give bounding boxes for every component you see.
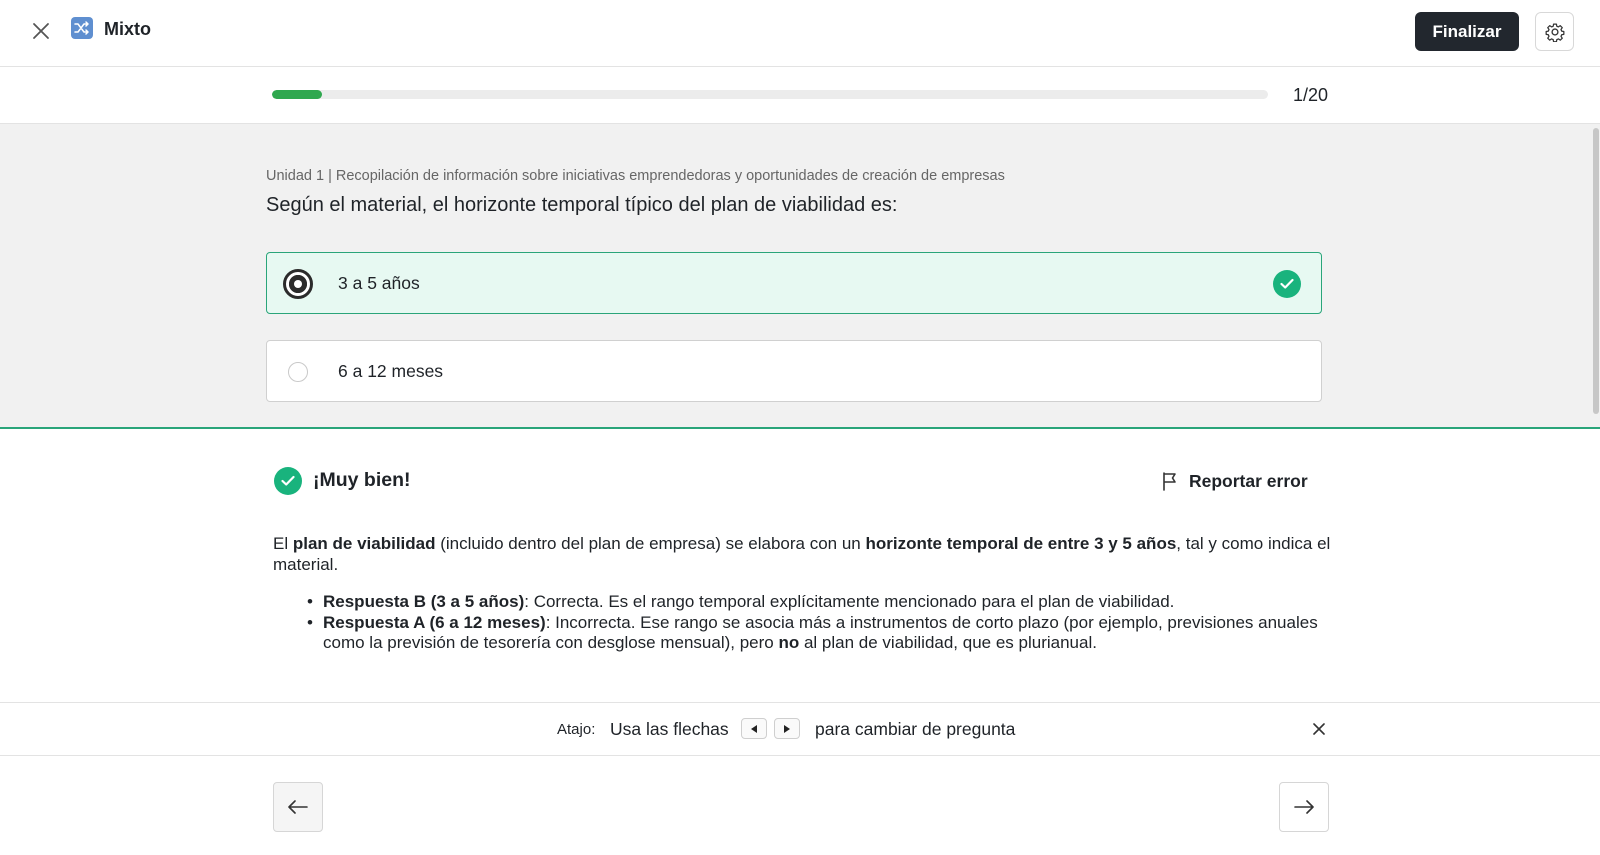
progress-counter: 1/20 (1293, 85, 1329, 105)
next-question-button[interactable] (1279, 782, 1329, 832)
option-label: 3 a 5 años (338, 272, 420, 293)
report-error-label: Reportar error (1189, 470, 1308, 491)
gear-icon (1545, 22, 1565, 42)
page-title: Mixto (104, 19, 151, 39)
list-item: • Respuesta A (6 a 12 meses): Incorrecta. Ese rango se asocia más a instrumentos de corto plazo (por ejemplo, previsiones anuales como la previsión de tesorería con desglose mensual), pero no al plan de viabilidad, que es plurianual. (323, 613, 1333, 654)
flag-icon (1161, 471, 1179, 491)
arrow-right-icon (1294, 800, 1314, 814)
feedback-panel (0, 431, 1600, 703)
explanation-paragraph: El plan de viabilidad (incluido dentro del plan de empresa) se elabora con un horizonte temporal de entre 3 y 5 años, tal y como indica el material. (273, 534, 1331, 574)
close-icon[interactable] (29, 19, 53, 43)
shortcut-hint-bar (0, 703, 1600, 756)
radio-unselected[interactable] (288, 362, 308, 382)
shortcut-text: para cambiar de pregunta (815, 719, 1016, 739)
question-text: Según el material, el horizonte temporal típico del plan de viabilidad es: (266, 194, 898, 216)
explanation-list (273, 592, 1333, 654)
radio-selected[interactable] (283, 269, 313, 299)
shortcut-label: Atajo: (557, 721, 596, 738)
answer-option[interactable] (266, 252, 1322, 314)
left-arrow-key-icon (741, 718, 767, 739)
scrollbar[interactable] (1593, 128, 1599, 414)
finish-button[interactable]: Finalizar (1415, 12, 1519, 51)
settings-button[interactable] (1535, 12, 1574, 51)
right-arrow-key-icon (774, 718, 800, 739)
check-circle-icon (274, 467, 302, 495)
arrow-left-icon (288, 800, 308, 814)
list-item: • Respuesta B (3 a 5 años): Correcta. Es el rango temporal explícitamente mencionado para el plan de viabilidad. (323, 592, 1333, 613)
check-icon (1273, 270, 1301, 298)
option-label: 6 a 12 meses (338, 360, 444, 381)
close-icon[interactable] (1309, 719, 1329, 739)
feedback-title: ¡Muy bien! (313, 469, 411, 491)
progress-row (0, 67, 1600, 124)
report-error-button[interactable] (1161, 467, 1308, 495)
shuffle-icon (71, 17, 93, 39)
previous-question-button[interactable] (273, 782, 323, 832)
shortcut-text: Usa las flechas (610, 719, 729, 739)
progress-bar (272, 90, 1268, 99)
feedback-explanation (273, 534, 1333, 654)
question-area (0, 124, 1600, 429)
progress-fill (272, 90, 322, 99)
unit-label: Unidad 1 | Recopilación de información sobre iniciativas emprendedoras y oportunidades de creación de empresas (266, 168, 1005, 184)
top-bar (0, 0, 1600, 67)
answer-option[interactable] (266, 340, 1322, 402)
